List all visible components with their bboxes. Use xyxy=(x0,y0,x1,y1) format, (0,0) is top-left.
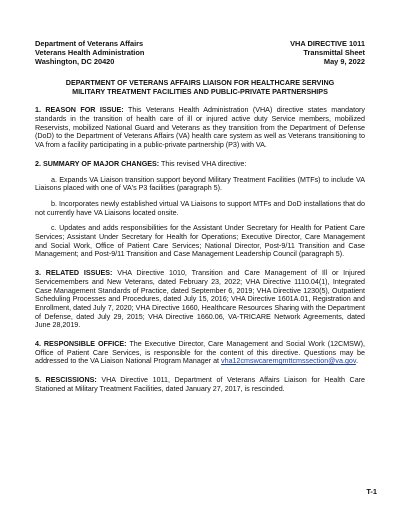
responsible-email-link[interactable]: vha12cmswcaremgmttcmssection@va.gov xyxy=(221,357,356,366)
summary-intro: This revised VHA directive: xyxy=(161,159,247,168)
related-body: VHA Directive 1010, Transition and Care Management of Ill or Injured Servicemembers and New Veterans, dated February 23, 2022; VHA Directive 1110.04(1), Integrated Case Management Standards of Practice, dated September 6, 2019; VHA Directive 1230(5), Outpatient Scheduling Processes and Procedures, dated July 15, 2016; VHA Directive 1601A.01, Registration and Enrollment, dated July 7, 2020; VHA Directive 1660, Healthcare Resources Sharing with the Department of Defense, dated July 29, 2015; VHA Directive 1660.06, VA-TRICARE Network Agreements, dated June 28,2019. xyxy=(35,269,366,330)
title-line-1: DEPARTMENT OF VETERANS AFFAIRS LIAISON FOR HEALTHCARE SERVING xyxy=(65,77,335,87)
header-right xyxy=(290,40,365,67)
rescissions-heading: 5. RESCISSIONS: xyxy=(35,376,97,385)
summary-item-c: c. Updates and adds responsibilities for the Assistant Under Secretary for Health for Patient Care Services; Assistant Under Secretary for Health for Operations; Executive Director, Care Management and Social Work, Office of Patient Care Services; National Director, Post-9/11 Transition and Case Management; and Post-9/11 Transition and Case Management Leadership Council (paragraph 5). xyxy=(35,224,365,259)
section-related xyxy=(35,269,365,330)
page-number: T-1 xyxy=(366,487,377,496)
document-page xyxy=(35,40,365,394)
summary-heading: 2. SUMMARY OF MAJOR CHANGES: xyxy=(35,159,160,168)
header-dept: Department of Veterans Affairs xyxy=(35,39,144,48)
header-directive-number: VHA DIRECTIVE 1011 xyxy=(290,39,365,48)
title-line-2: MILITARY TREATMENT FACILITIES AND PUBLIC-PRIVATE PARTNERSHIPS xyxy=(72,86,328,96)
summary-item-b: b. Incorporates newly established virtual VA Liaisons to support MTFs and DoD installations that do not currently have VA Liaisons located onsite. xyxy=(35,199,365,217)
header-location: Washington, DC 20420 xyxy=(35,56,115,66)
header-admin: Veterans Health Administration xyxy=(35,47,145,57)
header-transmittal: Transmittal Sheet xyxy=(303,47,365,57)
responsible-end: . xyxy=(355,357,358,366)
document-title xyxy=(35,79,365,97)
document-header xyxy=(35,40,365,67)
section-responsible xyxy=(35,340,365,366)
reason-body: This Veterans Health Administration (VHA) directive states mandatory standards in the transition of health care of ill or injured active duty Service members, mobilized Reservists, mobilized National Guard and Veterans as they transition from the Department of Defense (DoD) to the Department of Veterans Affairs (VA) health care system as well as Veterans transitioning to VA from a facility participating in a public-private partnership (P3) with VA. xyxy=(35,106,365,150)
section-summary xyxy=(35,160,365,169)
reason-heading: 1. REASON FOR ISSUE: xyxy=(35,106,124,115)
section-reason xyxy=(35,106,365,150)
responsible-body: The Executive Director, Care Management and Social Work (12CMSW), Office of Patient Care Services, is responsible for the content of this directive. Questions may be addressed to the VA Liaison National Program Manager at xyxy=(35,340,366,366)
summary-item-a: a. Expands VA Liaison transition support beyond Military Treatment Facilities (MTFs) to include VA Liaisons placed with one of VA's P3 facilities (paragraph 5). xyxy=(35,175,365,193)
section-rescissions xyxy=(35,376,365,393)
header-left xyxy=(35,40,144,67)
responsible-heading: 4. RESPONSIBLE OFFICE: xyxy=(35,340,127,349)
header-date: May 9, 2022 xyxy=(323,56,365,66)
rescissions-body: VHA Directive 1011, Department of Veterans Affairs Liaison for Health Care Stationed at Military Treatment Facilities, dated January 27, 2017, is rescinded. xyxy=(35,376,366,393)
related-heading: 3. RELATED ISSUES: xyxy=(35,269,113,278)
